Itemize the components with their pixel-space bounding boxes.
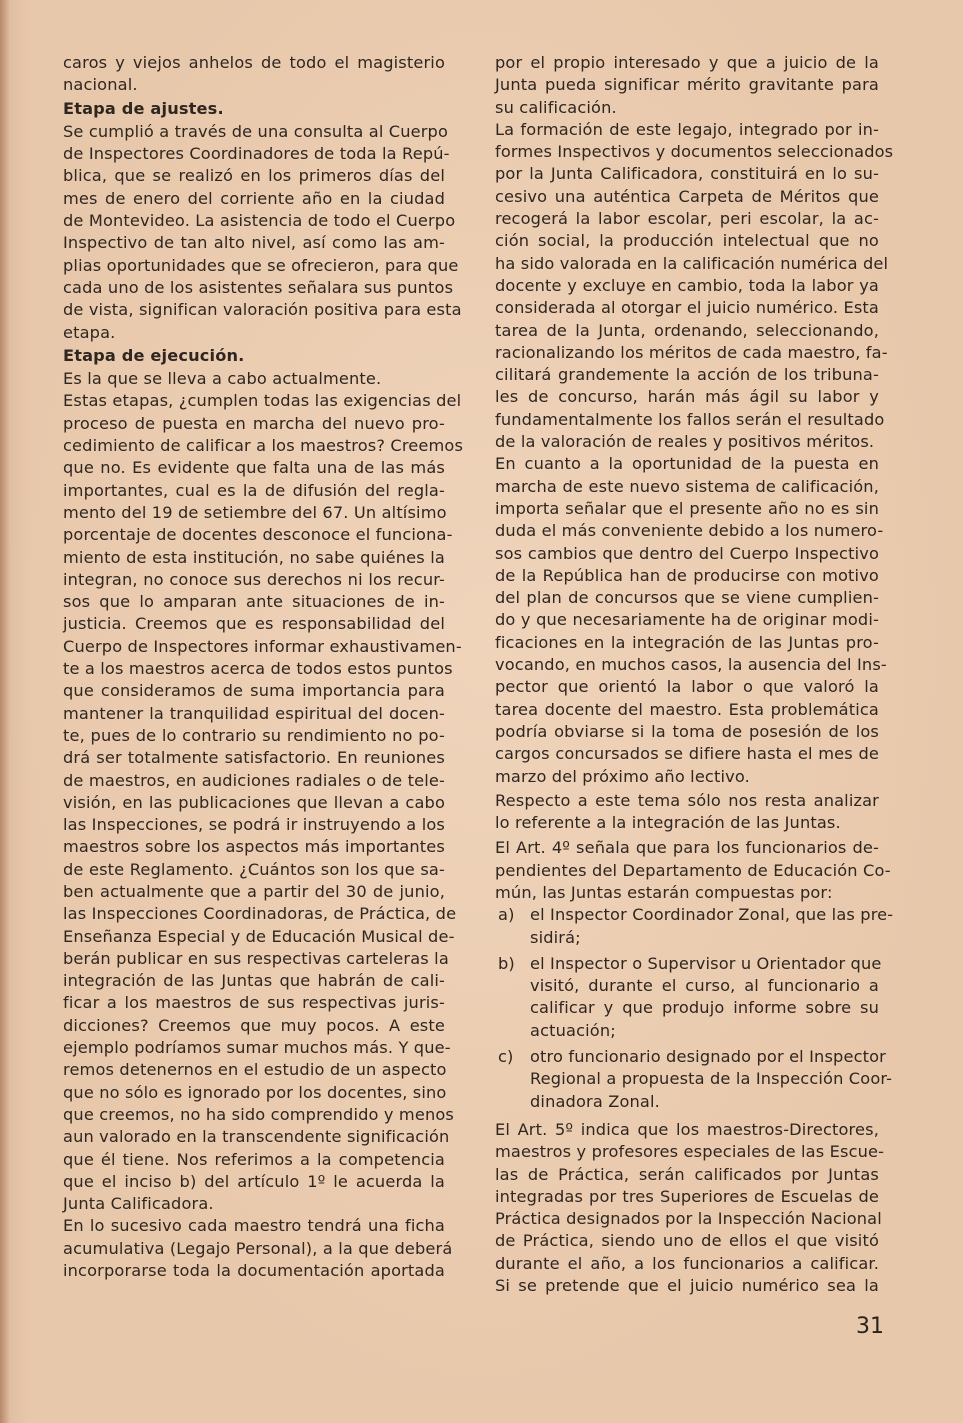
text-line: de la República han de producirse con motivo bbox=[495, 565, 879, 585]
text-line: durante el año, a los funcionarios a calificar. bbox=[495, 1253, 879, 1273]
text-line: visitó, durante el curso, al funcionario a bbox=[530, 976, 879, 996]
text-line: mento del 19 de setiembre del 67. Un altísimo bbox=[63, 502, 447, 522]
paragraph bbox=[495, 790, 879, 835]
text-line: maestros y profesores especiales de las Escue- bbox=[495, 1142, 885, 1162]
text-line: las Inspecciones, se podrá ir instruyendo a los bbox=[63, 815, 445, 835]
text-line: otro funcionario designado por el Inspector bbox=[530, 1047, 886, 1067]
list-item-c bbox=[495, 1046, 893, 1113]
text-line: sidirá; bbox=[530, 927, 581, 947]
text-line: proceso de puesta en marcha del nuevo pro- bbox=[63, 413, 445, 433]
list-marker: c) bbox=[498, 1047, 514, 1067]
text-line: En lo sucesivo cada maestro tendrá una ficha bbox=[63, 1216, 445, 1236]
text-line: fundamentalmente los fallos serán el resultado bbox=[495, 409, 885, 429]
text-line: integración de las Juntas que habrán de cali- bbox=[63, 971, 445, 991]
text-line: cada uno de los asistentes señalara sus puntos bbox=[63, 277, 454, 297]
section-heading-ajustes: Etapa de ajustes. bbox=[63, 98, 224, 118]
text-line: plias oportunidades que se ofrecieron, para que bbox=[63, 255, 459, 275]
paragraph bbox=[495, 119, 894, 453]
text-line: sos que lo amparan ante situaciones de in- bbox=[63, 592, 445, 612]
text-line: podría obviarse si la toma de posesión de los bbox=[495, 721, 879, 741]
text-line: formes Inspectivos y documentos seleccionados bbox=[495, 142, 894, 162]
text-line: calificar y que produjo informe sobre su bbox=[530, 998, 879, 1018]
text-line: importa señalar que el presente año no es sin bbox=[495, 498, 879, 518]
paragraph bbox=[63, 368, 445, 390]
list-marker: a) bbox=[498, 905, 515, 925]
text-line: Se cumplió a través de una consulta al Cuerpo bbox=[63, 121, 449, 141]
text-line: La formación de este legajo, integrado por in- bbox=[495, 119, 879, 139]
text-line: acumulativa (Legajo Personal), a la que deberá bbox=[63, 1238, 453, 1258]
text-line: por la Junta Calificadora, constituirá en lo su- bbox=[495, 164, 879, 184]
text-line: aun valorado en la transcendente significación bbox=[63, 1127, 450, 1147]
text-line: de la valoración de reales y positivos méritos. bbox=[495, 432, 875, 452]
text-line: blica, que se realizó en los primeros días del bbox=[63, 166, 445, 186]
text-line: incorporarse toda la documentación aportada bbox=[63, 1261, 445, 1281]
text-line: mes de enero del corriente año en la ciudad bbox=[63, 188, 445, 208]
text-line: Cuerpo de Inspectores informar exhaustivamen- bbox=[63, 636, 462, 656]
text-line: cilitará grandemente la acción de los tribuna- bbox=[495, 365, 879, 385]
text-line: de Montevideo. La asistencia de todo el Cuerpo bbox=[63, 211, 456, 231]
text-line: las Inspecciones Coordinadoras, de Práctica, de bbox=[63, 904, 457, 924]
text-line: racionalizando los méritos de cada maestro, fa- bbox=[495, 342, 888, 362]
text-line: Enseñanza Especial y de Educación Musical de- bbox=[63, 926, 455, 946]
text-line: El Art. 4º señala que para los funcionarios de- bbox=[495, 838, 879, 858]
right-column bbox=[495, 52, 894, 1297]
text-line: de Inspectores Coordinadores de toda la Repú- bbox=[63, 144, 450, 164]
text-line: marzo del próximo año lectivo. bbox=[495, 766, 750, 786]
text-line: cedimiento de calificar a los maestros? Creemos bbox=[63, 436, 464, 456]
text-line: de Práctica, siendo uno de ellos el que visitó bbox=[495, 1231, 879, 1251]
paragraph bbox=[495, 1119, 885, 1297]
text-line: miento de esta institución, no sabe quiénes la bbox=[63, 547, 445, 567]
text-line: Regional a propuesta de la Inspección Coor- bbox=[530, 1069, 893, 1089]
text-line: Inspectivo de tan alto nivel, así como las am- bbox=[63, 233, 445, 253]
text-line: vocando, en muchos casos, la ausencia del Ins- bbox=[495, 655, 887, 675]
list-item-b bbox=[495, 953, 882, 1042]
text-line: ha sido valorada en la calificación numérica del bbox=[495, 253, 889, 273]
text-line: Es la que se lleva a cabo actualmente. bbox=[63, 369, 382, 389]
text-line: ficaciones en la integración de las Juntas pro- bbox=[495, 632, 879, 652]
text-line: que no sólo es ignorado por los docentes, sino bbox=[63, 1082, 447, 1102]
text-line: las de Práctica, serán calificados por Juntas bbox=[495, 1164, 879, 1184]
text-line: drá ser totalmente satisfactorio. En reuniones bbox=[63, 748, 445, 768]
paragraph bbox=[63, 390, 464, 1215]
text-line: te, pues de lo contrario su rendimiento no po- bbox=[63, 725, 445, 745]
text-line: ejemplo podríamos sumar muchos más. Y que- bbox=[63, 1038, 451, 1058]
text-line: ben actualmente que a partir del 30 de junio, bbox=[63, 881, 445, 901]
list-item-a bbox=[495, 904, 894, 949]
text-line: de vista, significan valoración positiva para esta bbox=[63, 300, 462, 320]
page-number: 31 bbox=[856, 1314, 884, 1339]
text-line: berán publicar en sus respectivas carteleras la bbox=[63, 948, 449, 968]
paragraph bbox=[495, 52, 879, 119]
text-line: cargos concursados se difiere hasta el mes de bbox=[495, 744, 879, 764]
text-line: cesivo una auténtica Carpeta de Méritos que bbox=[495, 186, 879, 206]
text-line: El Art. 5º indica que los maestros-Directores, bbox=[495, 1119, 879, 1139]
text-line: Estas etapas, ¿cumplen todas las exigencias del bbox=[63, 391, 462, 411]
text-line: porcentaje de docentes desconoce el funciona- bbox=[63, 525, 453, 545]
text-line: duda el más conveniente debido a los numero- bbox=[495, 521, 884, 541]
text-line: importantes, cual es la de difusión del regla- bbox=[63, 480, 445, 500]
text-line: maestros sobre los aspectos más importantes bbox=[63, 837, 445, 857]
text-line: integradas por tres Superiores de Escuelas de bbox=[495, 1186, 879, 1206]
text-line: su calificación. bbox=[495, 97, 617, 117]
text-line: visión, en las publicaciones que llevan a cabo bbox=[63, 792, 445, 812]
composition-list bbox=[495, 904, 894, 1113]
text-line: remos detenernos en el estudio de un aspecto bbox=[63, 1060, 447, 1080]
text-line: caros y viejos anhelos de todo el magisterio bbox=[63, 53, 445, 72]
text-line: etapa. bbox=[63, 322, 116, 342]
text-line: considerada al otorgar el juicio numérico. Esta bbox=[495, 298, 879, 318]
list-marker: b) bbox=[498, 953, 515, 973]
paragraph bbox=[63, 52, 445, 97]
text-line: recogerá la labor escolar, peri escolar, la ac- bbox=[495, 209, 879, 229]
text-line: justicia. Creemos que es responsabilidad del bbox=[63, 614, 445, 634]
paragraph bbox=[63, 1215, 453, 1282]
text-line: ción social, la producción intelectual que no bbox=[495, 231, 879, 251]
section-heading-ejecucion: Etapa de ejecución. bbox=[63, 345, 245, 365]
text-line: lo referente a la integración de las Juntas. bbox=[495, 813, 841, 833]
text-line: te a los maestros acerca de todos estos puntos bbox=[63, 659, 453, 679]
text-line: por el propio interesado y que a juicio de la bbox=[495, 53, 879, 72]
text-line: que creemos, no ha sido comprendido y menos bbox=[63, 1104, 455, 1124]
text-line: do y que necesariamente ha de originar modi- bbox=[495, 610, 879, 630]
text-line: actuación; bbox=[530, 1020, 616, 1040]
text-line: que consideramos de suma importancia para bbox=[63, 681, 445, 701]
text-line: Respecto a este tema sólo nos resta analizar bbox=[495, 790, 879, 810]
paragraph bbox=[495, 837, 891, 904]
text-line: mantener la tranquilidad espiritual del docen- bbox=[63, 703, 445, 723]
text-line: ficar a los maestros de sus respectivas juris- bbox=[63, 993, 445, 1013]
text-line: de este Reglamento. ¿Cuántos son los que sa- bbox=[63, 859, 445, 879]
text-line: dinadora Zonal. bbox=[530, 1091, 660, 1111]
text-line: de maestros, en audiciones radiales o de tele- bbox=[63, 770, 445, 790]
text-line: el Inspector o Supervisor u Orientador que bbox=[530, 953, 882, 973]
text-line: Junta Calificadora. bbox=[63, 1194, 214, 1214]
text-line: el Inspector Coordinador Zonal, que las pre- bbox=[530, 905, 894, 925]
text-line: Práctica designados por la Inspección Nacional bbox=[495, 1209, 882, 1229]
left-column bbox=[63, 52, 464, 1282]
text-line: marcha de este nuevo sistema de calificación, bbox=[495, 476, 879, 496]
text-line: dicciones? Creemos que muy pocos. A este bbox=[63, 1015, 445, 1035]
text-line: que no. Es evidente que falta una de las más bbox=[63, 458, 445, 478]
text-line: que él tiene. Nos referimos a la competencia bbox=[63, 1149, 445, 1169]
text-line: mún, las Juntas estarán compuestas por: bbox=[495, 882, 833, 902]
text-line: que el inciso b) del artículo 1º le acuerda la bbox=[63, 1171, 445, 1191]
page-edge bbox=[0, 0, 10, 1423]
text-line: En cuanto a la oportunidad de la puesta en bbox=[495, 454, 879, 474]
text-line: tarea de la Junta, ordenando, seleccionando, bbox=[495, 320, 879, 340]
paragraph bbox=[495, 453, 887, 787]
text-line: Si se pretende que el juicio numérico sea la bbox=[495, 1276, 879, 1296]
text-line: integran, no conoce sus derechos ni los recur- bbox=[63, 569, 445, 589]
text-line: Junta pueda significar mérito gravitante para bbox=[495, 75, 879, 95]
text-line: pendientes del Departamento de Educación Co- bbox=[495, 860, 891, 880]
paragraph bbox=[63, 121, 462, 344]
text-line: docente y excluye en cambio, toda la labor ya bbox=[495, 275, 879, 295]
text-line: nacional. bbox=[63, 75, 138, 95]
text-line: sos cambios que dentro del Cuerpo Inspectivo bbox=[495, 543, 879, 563]
text-line: les de concurso, harán más ágil su labor y bbox=[495, 387, 879, 407]
text-line: pector que orientó la labor o que valoró la bbox=[495, 677, 879, 697]
text-line: del plan de concursos que se viene cumplien- bbox=[495, 588, 879, 608]
text-line: tarea docente del maestro. Esta problemática bbox=[495, 699, 879, 719]
